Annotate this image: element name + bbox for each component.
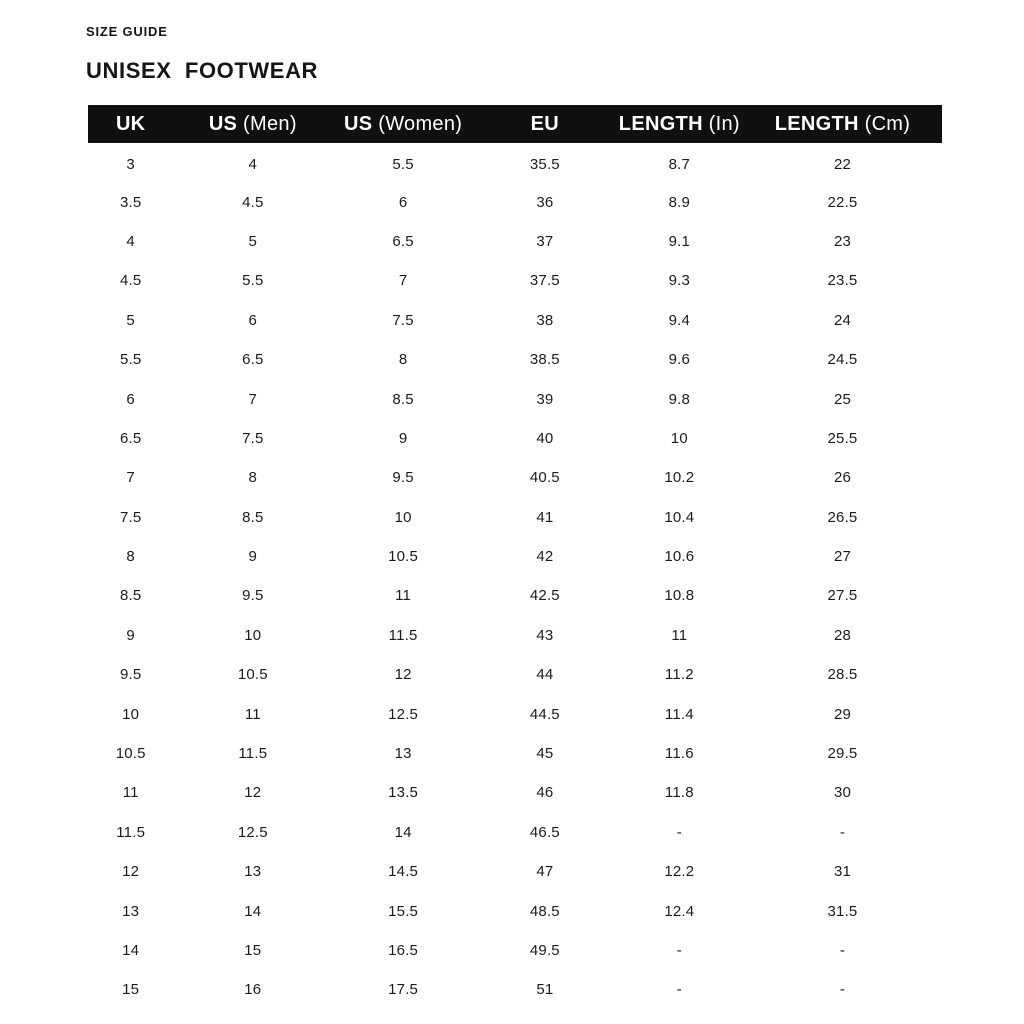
column-header-unit-label: (Men) [237,112,297,135]
size-cell: 9.5 [119,666,142,684]
table-row [88,734,942,773]
size-cell: 13 [244,863,262,881]
size-cell: 29 [833,705,852,723]
size-cell: 28 [833,626,852,644]
table-row [88,813,942,852]
size-cell: 45 [536,745,554,763]
table-row [88,970,942,1009]
column-header-3 [332,105,474,143]
size-cell: 26 [833,469,852,487]
column-header-4 [474,105,616,143]
table-row [88,931,942,970]
size-cell: - [676,942,682,959]
size-cell: 7.5 [392,311,414,329]
size-cell: 46 [536,784,554,802]
size-cell: 11.2 [664,666,694,684]
size-cell: 22.5 [827,193,858,211]
size-cell: 11.5 [116,823,146,841]
size-cell: 3 [126,156,135,174]
size-cell: 4 [126,232,135,250]
size-cell: 7.5 [119,508,142,526]
size-cell: 9 [398,429,408,447]
size-cell: 10.8 [664,587,695,605]
size-cell: 37.5 [529,272,560,290]
size-cell: - [676,823,682,841]
size-cell: 13 [394,745,412,763]
size-cell: 9.3 [668,272,691,290]
table-row [88,340,942,379]
size-cell: 9.5 [242,587,264,605]
size-cell: 8 [398,351,408,369]
size-cell: 6.5 [242,351,264,369]
size-cell: 5.5 [242,272,264,290]
size-cell: 44 [536,666,554,684]
column-header-1 [88,105,173,143]
size-cell: 11 [671,626,688,644]
size-cell: 25.5 [827,429,858,447]
size-cell: 10.4 [664,508,695,526]
size-cell: 12 [122,863,140,881]
size-cell: 39 [536,390,554,408]
size-cell: 11.8 [664,784,694,802]
table-row [88,301,942,340]
size-cell: - [839,823,846,841]
size-cell: 8.5 [119,587,142,605]
size-cell: 8.5 [392,390,414,408]
size-cell: 6 [126,390,135,408]
size-cell: 14.5 [388,863,419,881]
table-row [88,891,942,930]
size-cell: 6.5 [119,429,142,447]
size-cell: 27.5 [827,587,858,605]
size-cell: 5.5 [119,351,142,369]
table-row [88,379,942,418]
size-cell: 23.5 [827,272,858,290]
size-cell: 40.5 [529,469,560,487]
size-cell: 5 [126,311,135,329]
size-cell: 17.5 [388,981,419,999]
table-row [88,537,942,576]
size-cell: 10.5 [237,666,268,684]
size-cell: 10.2 [664,469,695,487]
size-cell: 10.5 [115,745,146,763]
page-title: UNISEX FOOTWEAR [86,58,319,83]
size-cell: 35.5 [529,156,560,174]
size-cell: 10 [394,508,412,526]
size-cell: 47 [536,863,554,881]
size-cell: 24.5 [827,351,858,369]
size-cell: 22 [833,156,852,174]
size-cell: 28.5 [827,666,858,684]
table-row [88,852,942,891]
size-cell: 44.5 [529,705,560,723]
table-row [88,419,942,458]
size-cell: 14 [394,823,412,841]
size-cell: 37 [536,232,554,250]
size-cell: 9.5 [392,469,414,487]
size-cell: 9.8 [668,390,691,408]
size-cell: 4 [248,156,258,174]
table-row [88,694,942,733]
size-cell: 11.5 [388,626,418,644]
size-cell: 15 [122,981,140,999]
size-cell: 12 [244,784,262,802]
size-cell: 12.2 [664,863,695,881]
size-cell: 15 [244,942,262,959]
size-table-body [88,143,942,1010]
size-cell: 27 [833,548,852,566]
size-cell: 16.5 [388,942,419,959]
size-cell: 43 [536,626,554,644]
size-cell: 10.5 [388,548,419,566]
table-row [88,143,942,182]
size-cell: 29.5 [827,745,858,763]
column-header-2 [173,105,332,143]
column-header-bold-label: US [344,112,373,135]
size-cell: 46.5 [529,823,560,841]
size-cell: 16 [244,981,262,999]
size-cell: 31 [833,863,852,881]
column-header-bold-label: EU [530,112,560,135]
size-cell: 12.5 [237,823,268,841]
size-cell: 13 [122,902,140,920]
size-cell: 10 [122,705,140,723]
size-cell: 14 [122,942,140,959]
size-cell: 42 [536,548,554,566]
column-header-bold-label: LENGTH [774,112,859,135]
size-cell: 7.5 [242,429,264,447]
table-row [88,261,942,300]
size-cell: 3.5 [119,193,142,211]
size-cell: 4.5 [242,193,264,211]
size-cell: 5 [248,232,258,250]
column-header-bold-label: LENGTH [618,112,703,135]
size-cell: - [839,942,846,959]
size-cell: 7 [126,469,135,487]
size-cell: 9.4 [668,311,691,329]
size-cell: 23 [833,232,852,250]
column-header-bold-label: US [208,112,238,135]
size-cell: 38 [536,311,554,329]
column-header-bold-label: UK [115,112,146,135]
column-header-unit-label: (In) [702,112,740,135]
table-row [88,498,942,537]
size-cell: 4.5 [119,272,142,290]
size-cell: 10 [670,429,688,447]
size-cell: 9.1 [668,232,691,250]
size-cell: 11.4 [664,705,694,723]
size-cell: 24 [833,311,852,329]
size-cell: 8 [126,548,135,566]
size-cell: 31.5 [827,902,858,920]
size-cell: 48.5 [529,902,560,920]
size-cell: 9 [248,548,258,566]
size-cell: - [839,981,846,999]
table-row [88,182,942,221]
size-cell: 30 [833,784,852,802]
table-row [88,773,942,812]
size-cell: 8.9 [668,193,691,211]
size-cell: 49.5 [529,942,560,959]
size-cell: 6 [398,193,408,211]
size-cell: 11 [244,705,261,723]
size-cell: 6.5 [392,232,414,250]
size-cell: 8 [248,469,258,487]
size-cell: 7 [248,390,258,408]
size-cell: 8.5 [242,508,264,526]
size-cell: 5.5 [392,156,414,174]
size-cell: 40 [536,429,554,447]
column-header-unit-label: (Women) [372,112,463,135]
size-cell: 15.5 [388,902,419,920]
size-cell: 13.5 [388,784,419,802]
size-cell: 8.7 [668,156,691,174]
size-cell: 42.5 [529,587,560,605]
size-cell: 11 [122,784,139,802]
column-header-unit-label: (Cm) [858,112,911,135]
size-cell: 26.5 [827,508,858,526]
table-row [88,655,942,694]
size-cell: 10 [244,626,262,644]
size-cell: 12 [394,666,412,684]
size-table [88,105,942,1010]
column-header-6 [743,105,942,143]
table-row [88,616,942,655]
table-header-row [88,105,942,143]
table-row [88,222,942,261]
size-cell: 11.6 [664,745,694,763]
size-cell: - [676,981,682,999]
size-cell: 11.5 [238,745,268,763]
size-cell: 36 [536,193,554,211]
column-header-5 [616,105,743,143]
size-cell: 41 [536,508,554,526]
size-cell: 12.5 [388,705,419,723]
size-cell: 25 [833,390,852,408]
table-row [88,576,942,615]
size-cell: 7 [398,272,408,290]
size-cell: 38.5 [529,351,560,369]
size-cell: 9 [126,626,135,644]
size-cell: 12.4 [664,902,695,920]
size-guide-eyebrow: SIZE GUIDE [86,24,168,39]
size-cell: 9.6 [668,351,691,369]
size-cell: 51 [536,981,554,999]
size-cell: 14 [244,902,262,920]
table-row [88,458,942,497]
size-cell: 11 [395,587,412,605]
size-cell: 6 [248,311,258,329]
size-cell: 10.6 [664,548,695,566]
